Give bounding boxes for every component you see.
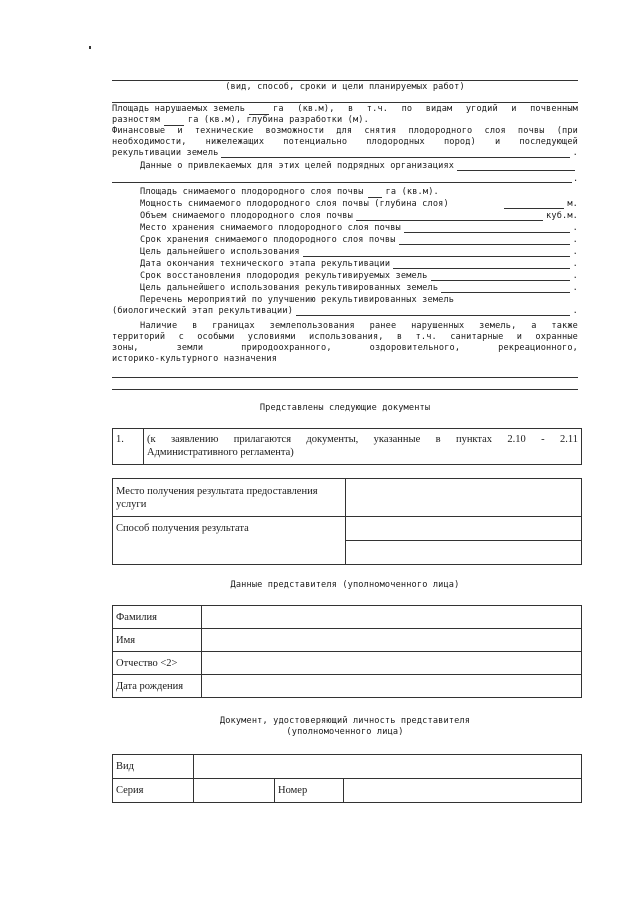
reclamation-line: рекультивации земель .	[112, 148, 578, 158]
birth-date-field[interactable]	[202, 675, 582, 698]
thickness-line: Мощность снимаемого плодородного слоя почвы (глубина слоя) м.	[140, 199, 578, 209]
name-field[interactable]	[202, 629, 582, 652]
work-type-caption: (вид, способ, сроки и цели планируемых работ)	[225, 82, 465, 92]
patronymic-label: Отчество <2>	[113, 652, 202, 675]
table-row	[113, 779, 582, 803]
zones-line-4: историко-культурного назначения	[112, 354, 278, 364]
surname-label: Фамилия	[113, 606, 202, 629]
identity-heading-2: (уполномоченного лица)	[286, 727, 404, 737]
thickness-field[interactable]	[504, 199, 564, 209]
name-label: Имя	[113, 629, 202, 652]
documents-heading: Представлены следующие документы	[259, 403, 431, 413]
contractors-line: Данные о привлекаемых для этих целей подрядных организациях	[140, 161, 578, 172]
soil-types-line: разностям га (кв.м), глубина разработки (м).	[112, 115, 369, 125]
storage-term-line: Срок хранения снимаемого плодородного слоя почвы .	[140, 235, 578, 245]
document-number: 1.	[113, 429, 144, 465]
soil-area-field[interactable]	[164, 116, 184, 126]
further-use-reclaimed-field[interactable]	[441, 283, 570, 293]
bio-stage-line: (биологический этап рекультивации) .	[112, 306, 578, 316]
surname-field[interactable]	[202, 606, 582, 629]
divider-line	[112, 102, 578, 103]
tech-stage-end-field[interactable]	[393, 259, 569, 269]
further-use-line: Цель дальнейшего использования .	[140, 247, 578, 257]
documents-table	[112, 428, 582, 465]
doc-series-label: Серия	[113, 779, 194, 803]
patronymic-field[interactable]	[202, 652, 582, 675]
measures-field[interactable]	[296, 306, 570, 316]
further-use-reclaimed-line: Цель дальнейшего использования рекультивированных земель .	[140, 283, 578, 293]
result-method-label: Способ получения результата	[113, 517, 346, 565]
table-row	[113, 755, 582, 779]
doc-series-field[interactable]	[194, 779, 275, 803]
zones-line-1: Наличие в границах землепользования ранее нарушенных земель, а также	[140, 321, 578, 331]
table-row	[113, 652, 582, 675]
representative-table	[112, 605, 582, 698]
zones-line-3: зоны, земли природоохранного, оздоровительного, рекреационного,	[112, 343, 578, 353]
result-method-value-2[interactable]	[346, 541, 582, 565]
capabilities-line-2: необходимости, нижележащих потенциально плодородных пород) и последующей	[112, 137, 578, 147]
land-area-line: Площадь нарушаемых земель га (кв.м), в т.ч. по видам угодий и почвенным	[112, 104, 578, 114]
reclamation-field[interactable]	[221, 148, 569, 158]
result-table	[112, 478, 582, 565]
storage-place-line: Место хранения снимаемого плодородного слоя почвы .	[140, 223, 578, 233]
doc-type-field[interactable]	[194, 755, 582, 779]
result-place-label: Место получения результата предоставления услуги	[113, 479, 346, 517]
application-form-page: (вид, способ, сроки и цели планируемых работ) Площадь нарушаемых земель га (кв.м), в т.ч. по видам угодий и почвенным разностям га (кв.м), глубина разработки (м). Финансовые и технические возможности для снятия плодородного слоя почвы (при необходимости, нижележащих потенциально плодородных пород) и последующей рекультивации земель . Данные о привлекаемых для этих целей подрядных организациях . Площадь снимаемого плодородного слоя почвы га (кв.м). Мощность снимаемого плодородного слоя почвы (глубина слоя) м. Объем снимаемого плодородного слоя почвы куб.м. Место хранения снимаемого плодородного слоя почвы . Срок хранения снимаемого плодородного слоя почвы . Цель дальнейшего использования . Дата окончания технического этапа рекультивации . Срок восстановления плодородия рекультивируемых земель . Цель дальнейшего использования рекультивированных земель . Перечень мероприятий по улучшению рекультивированных земель (биологический этап рекультивации) . Наличие в границах землепользования ранее нарушенных земель, а также территорий с особыми условиями использования, в т.ч. санитарные и охранные зоны, земли природоохранного, оздоровительного, рекреационного, историко-культурного назначения Представлены следующие документы 1. (к заявлению прилагаются документы, указанные в пунктах 2.10 - 2.11 Административного регламента) Место получения результата предоставления услуги Способ получения результата Данные представителя (уполномоченного лица) Фамилия Имя Отчество <2> Дата рождения Документ, удостоверяющий личность представителя (уполномоченного лица) Вид Серия Номер	[0, 0, 640, 905]
measures-line: Перечень мероприятий по улучшению рекультивированных земель	[140, 295, 455, 305]
table-row	[113, 517, 582, 541]
restore-term-line: Срок восстановления плодородия рекультивируемых земель .	[140, 271, 578, 281]
identity-heading-1: Документ, удостоверяющий личность представителя	[219, 716, 471, 726]
identity-table	[112, 754, 582, 803]
area-removed-line: Площадь снимаемого плодородного слоя почвы га (кв.м).	[140, 187, 439, 197]
table-row	[113, 675, 582, 698]
doc-number-field[interactable]	[344, 779, 582, 803]
storage-term-field[interactable]	[399, 235, 570, 245]
further-use-field[interactable]	[303, 247, 570, 257]
table-row	[113, 629, 582, 652]
table-row	[113, 479, 582, 517]
land-area-field[interactable]	[249, 105, 269, 115]
result-place-value[interactable]	[346, 479, 582, 517]
doc-number-label: Номер	[275, 779, 344, 803]
area-removed-field[interactable]	[368, 188, 382, 198]
document-description: (к заявлению прилагаются документы, указанные в пунктах 2.10 - 2.11 Административного регламента)	[144, 429, 582, 465]
tech-stage-end-line: Дата окончания технического этапа рекультивации .	[140, 259, 578, 269]
zones-field-line-2[interactable]	[112, 389, 578, 390]
table-row	[113, 429, 582, 465]
doc-type-label: Вид	[113, 755, 194, 779]
capabilities-line-1: Финансовые и технические возможности для снятия плодородного слоя почвы (при	[112, 126, 578, 136]
contractors-field[interactable]	[457, 161, 575, 171]
volume-field[interactable]	[356, 211, 543, 221]
birth-date-label: Дата рождения	[113, 675, 202, 698]
zones-line-2: территорий с особыми условиями использования, в т.ч. санитарные и охранные	[112, 332, 578, 342]
work-type-line[interactable]	[112, 80, 578, 81]
representative-heading: Данные представителя (уполномоченного лица)	[230, 580, 460, 590]
zones-field-line-1[interactable]	[112, 377, 578, 378]
storage-place-field[interactable]	[404, 223, 570, 233]
volume-line: Объем снимаемого плодородного слоя почвы куб.м.	[140, 211, 578, 221]
restore-term-field[interactable]	[431, 271, 570, 281]
contractors-continuation-line[interactable]	[112, 182, 572, 183]
result-method-value-1[interactable]	[346, 517, 582, 541]
scan-speck	[89, 46, 91, 49]
table-row	[113, 606, 582, 629]
